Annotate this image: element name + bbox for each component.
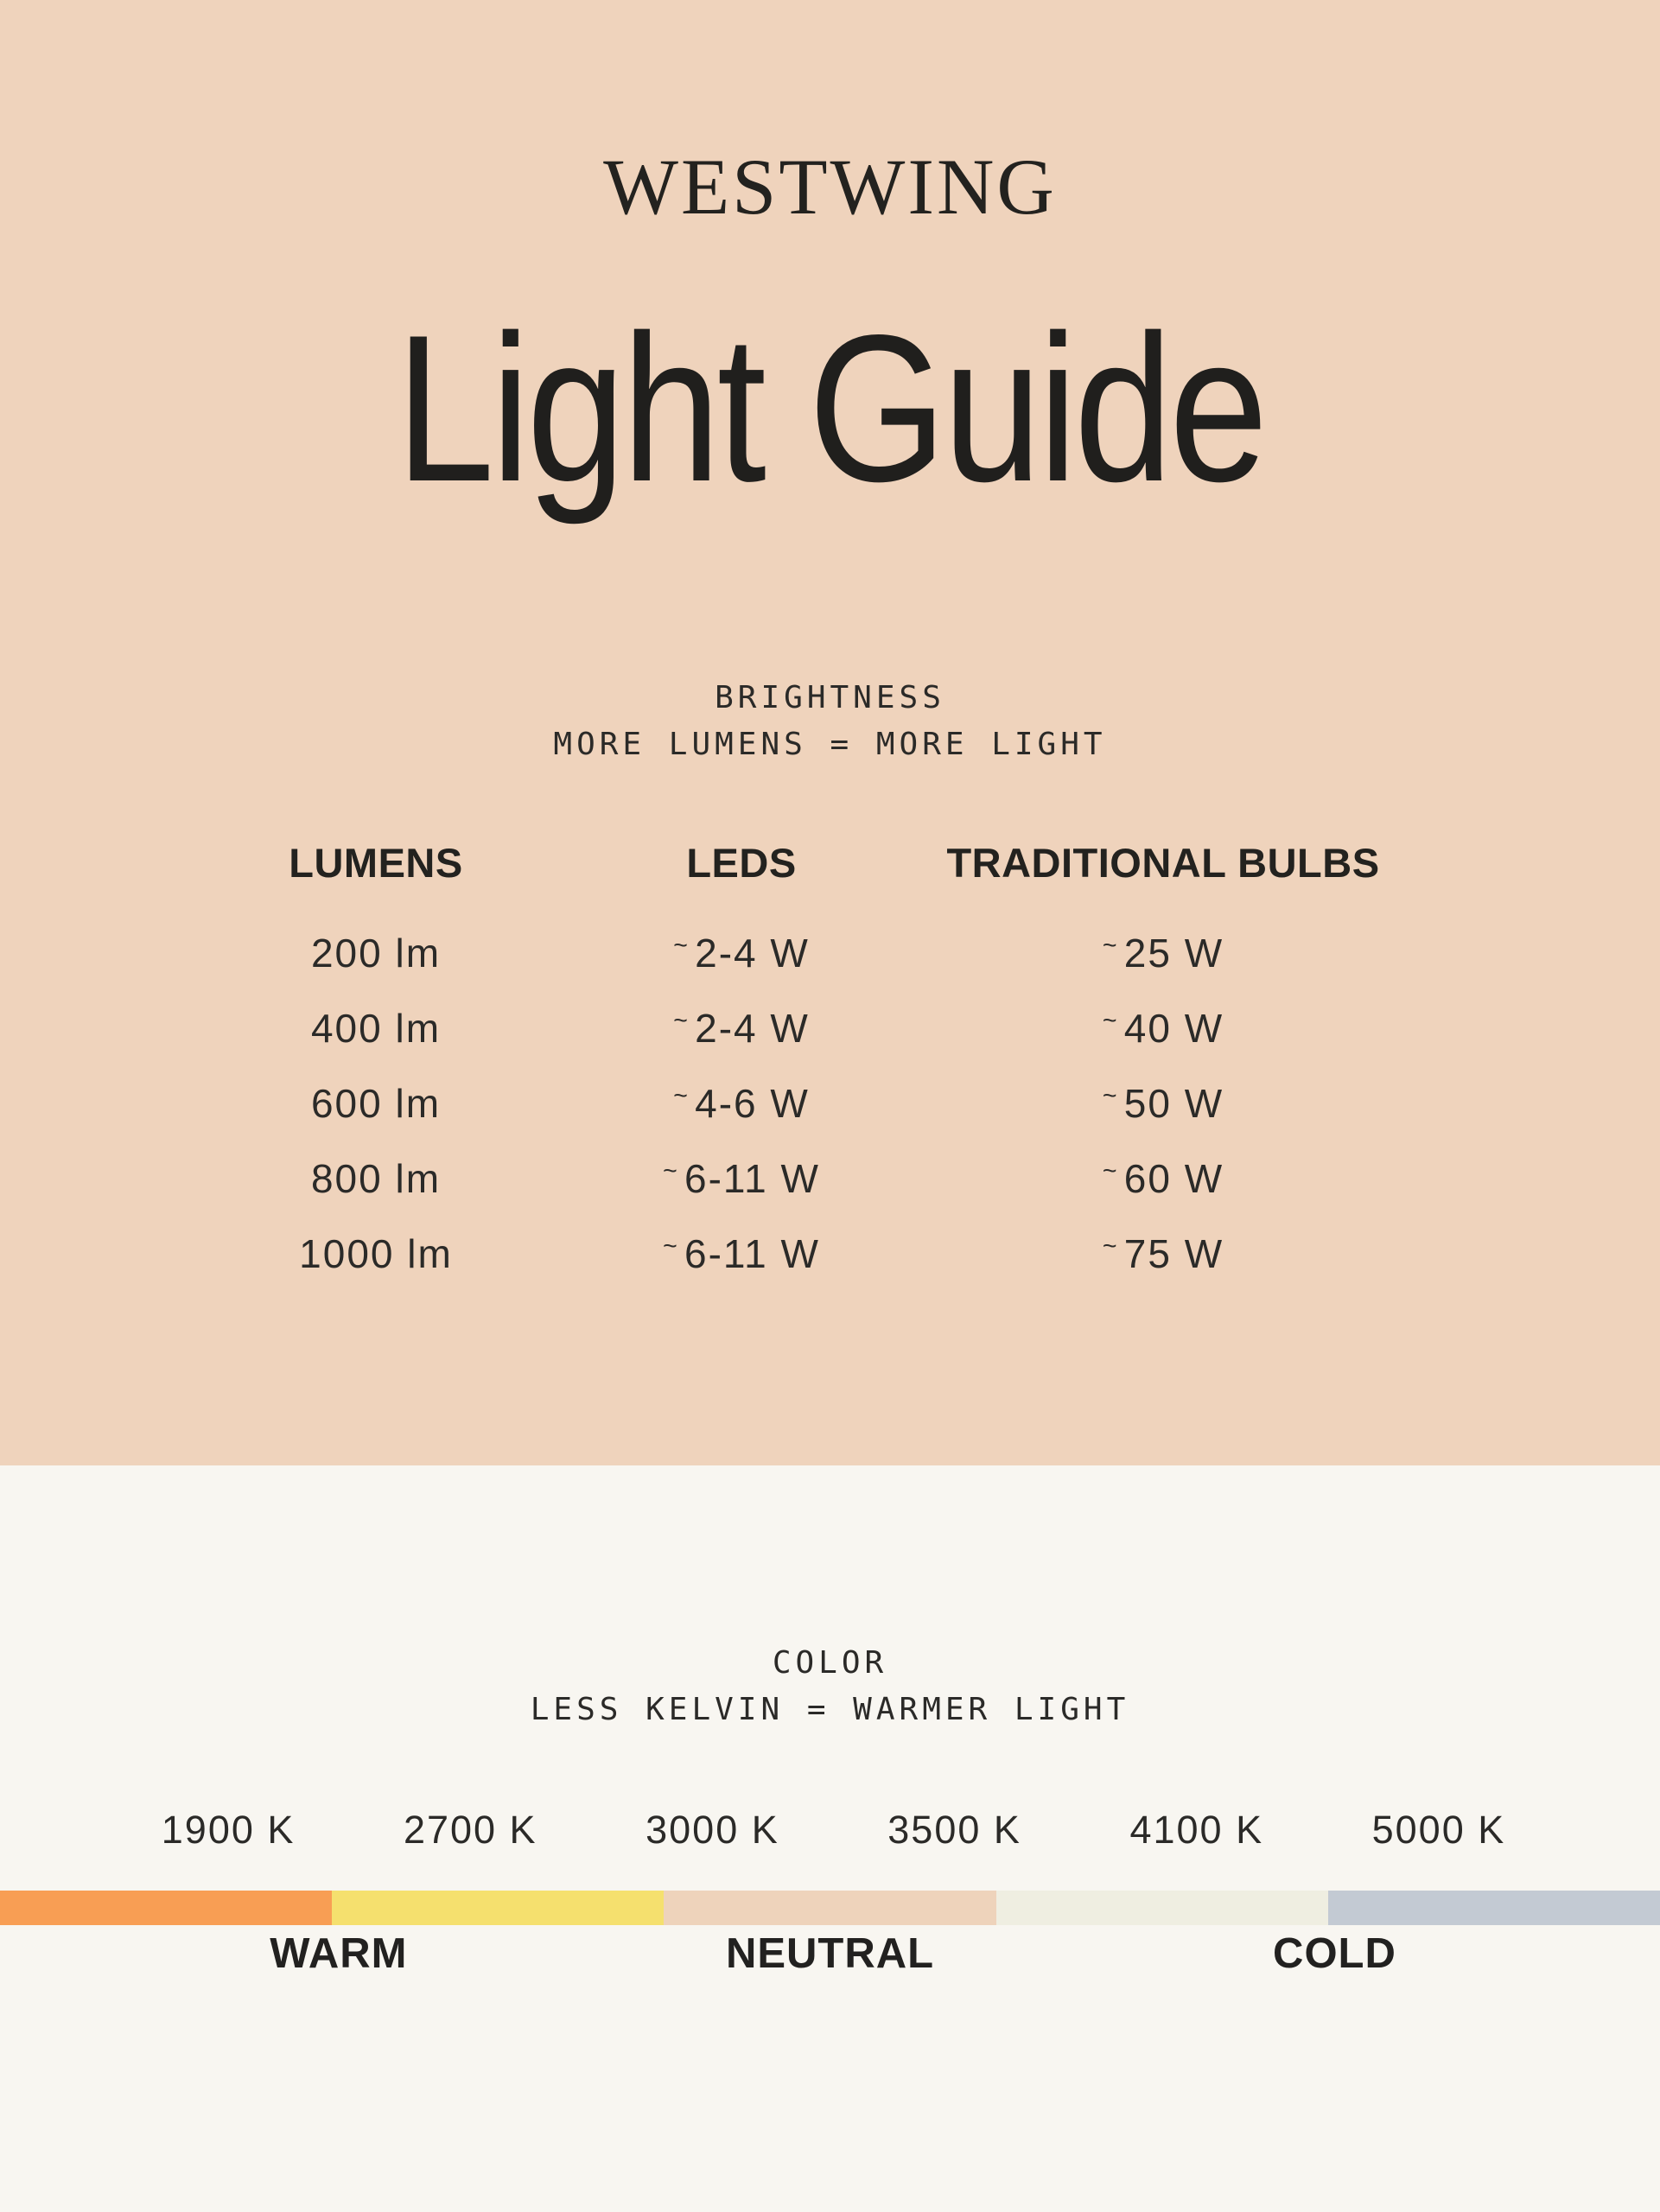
kelvin-label: 3000 K — [646, 1808, 779, 1852]
approx-symbol: ~ — [1102, 1231, 1119, 1260]
temp-label-cold: COLD — [1273, 1930, 1396, 1977]
led-wattage: ~ 2-4 W — [673, 930, 810, 976]
brand-logo: WESTWING — [603, 143, 1057, 231]
led-wattage: ~ 4-6 W — [673, 1080, 810, 1126]
approx-symbol: ~ — [673, 1081, 690, 1109]
kelvin-scale-labels — [107, 1809, 1560, 1851]
approx-symbol: ~ — [1102, 931, 1119, 959]
table-row — [207, 1141, 1388, 1216]
table-row — [207, 915, 1388, 990]
neutral-cream-segment — [996, 1891, 1328, 1925]
bulb-wattage: ~ 75 W — [1102, 1230, 1224, 1276]
table-row — [207, 990, 1388, 1065]
neutral-peach-segment — [664, 1891, 995, 1925]
bulb-wattage: ~ 25 W — [1102, 930, 1224, 976]
approx-symbol: ~ — [1102, 1081, 1119, 1109]
kelvin-label: 5000 K — [1371, 1808, 1506, 1852]
lumens-value: 800 lm — [310, 1155, 442, 1201]
color-subheading: LESS KELVIN = WARMER LIGHT — [530, 1692, 1130, 1727]
lumens-value: 200 lm — [310, 930, 442, 976]
color-heading-block — [0, 1640, 1660, 1733]
cold-blue-segment — [1328, 1891, 1660, 1925]
kelvin-label: 3500 K — [887, 1808, 1021, 1852]
column-header-lumens: LUMENS — [289, 840, 463, 886]
brightness-heading: BRIGHTNESS — [715, 680, 945, 715]
lumens-value: 600 lm — [310, 1080, 442, 1126]
led-wattage: ~ 6-11 W — [663, 1230, 820, 1276]
kelvin-label: 4100 K — [1129, 1808, 1264, 1852]
approx-symbol: ~ — [663, 1231, 679, 1260]
bulb-wattage: ~ 60 W — [1102, 1155, 1224, 1201]
warm-orange-segment — [0, 1891, 332, 1925]
lumens-value: 400 lm — [310, 1005, 442, 1051]
column-header-traditional-bulbs: TRADITIONAL BULBS — [946, 840, 1380, 886]
approx-symbol: ~ — [663, 1156, 679, 1185]
brightness-subheading: MORE LUMENS = MORE LIGHT — [553, 727, 1107, 762]
color-heading: COLOR — [772, 1645, 888, 1681]
approx-symbol: ~ — [1102, 1156, 1119, 1185]
temp-label-neutral: NEUTRAL — [725, 1930, 935, 1977]
lumens-table-header — [207, 841, 1388, 886]
column-header-leds: LEDS — [686, 840, 797, 886]
led-wattage: ~ 2-4 W — [673, 1005, 810, 1051]
temp-label-warm: WARM — [270, 1930, 408, 1977]
bulb-wattage: ~ 50 W — [1102, 1080, 1224, 1126]
kelvin-label: 2700 K — [403, 1808, 537, 1852]
lumens-table-body — [207, 915, 1388, 1291]
bulb-wattage: ~ 40 W — [1102, 1005, 1224, 1051]
kelvin-label: 1900 K — [161, 1808, 296, 1852]
approx-symbol: ~ — [673, 931, 690, 959]
table-row — [207, 1065, 1388, 1141]
approx-symbol: ~ — [673, 1006, 690, 1034]
color-temperature-bar — [0, 1891, 1660, 1925]
brightness-heading-block — [0, 675, 1660, 768]
temperature-category-labels — [0, 1929, 1660, 1981]
approx-symbol: ~ — [1102, 1006, 1119, 1034]
led-wattage: ~ 6-11 W — [663, 1155, 820, 1201]
lumens-value: 1000 lm — [299, 1230, 453, 1276]
page-title: Light Guide — [395, 292, 1265, 525]
table-row — [207, 1216, 1388, 1291]
warm-yellow-segment — [332, 1891, 664, 1925]
